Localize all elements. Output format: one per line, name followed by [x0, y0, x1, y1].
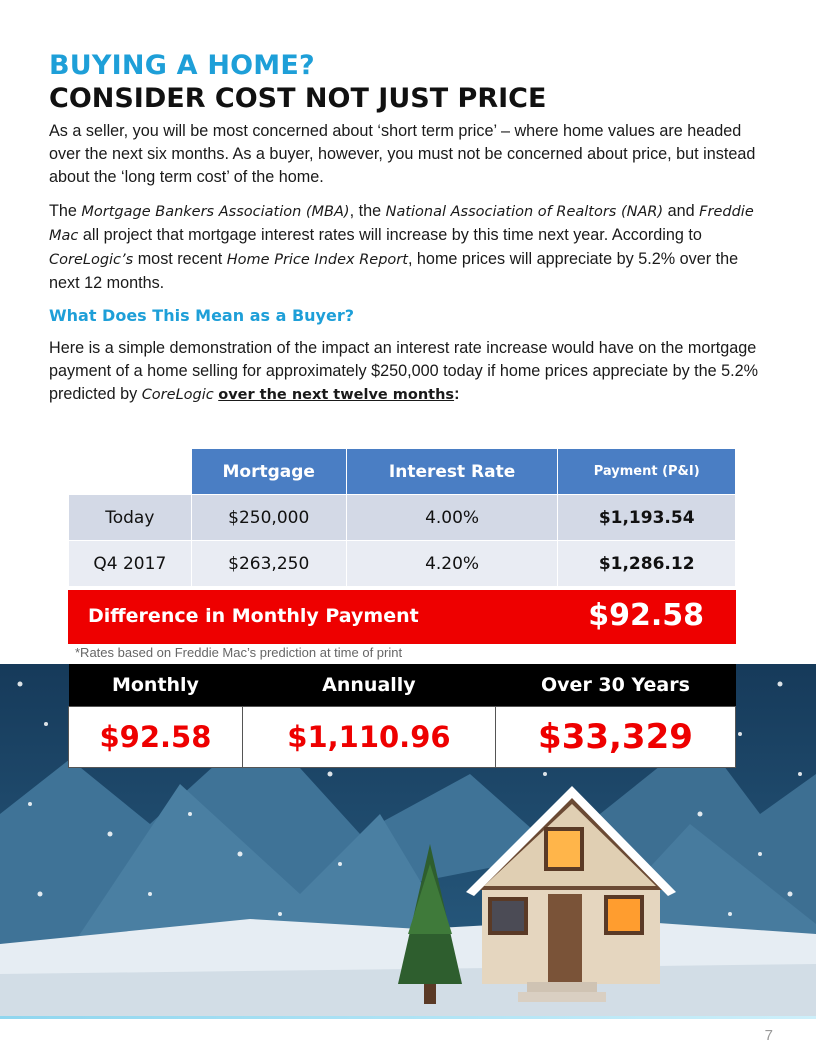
header-annually: Annually — [242, 664, 495, 707]
text: : — [454, 385, 460, 403]
payment-cell: $1,286.12 — [558, 541, 736, 587]
text: The — [49, 202, 82, 220]
corelogic-name: CoreLogic — [141, 387, 214, 403]
text: , home prices will appreciate by 5.2% over the next 12 months. — [49, 250, 739, 292]
article — [49, 50, 769, 418]
header-over-30-years: Over 30 Years — [495, 664, 735, 707]
footer-rule — [0, 1016, 816, 1019]
rate-cell: 4.00% — [346, 495, 558, 541]
annual-value: $1,110.96 — [242, 707, 495, 768]
subheading: What Does This Mean as a Buyer? — [49, 306, 354, 325]
corelogic-name: CoreLogic’s — [49, 252, 134, 268]
mortgage-cell: $250,000 — [191, 495, 346, 541]
text: most recent — [133, 250, 227, 268]
footnote: *Rates based on Freddie Mac’s prediction at time of print — [75, 645, 403, 660]
report-name: Home Price Index Report — [226, 252, 408, 268]
monthly-value: $92.58 — [69, 707, 243, 768]
difference-banner — [68, 590, 736, 644]
row-label: Today — [69, 495, 192, 541]
savings-summary-table — [68, 664, 736, 768]
header-interest-rate: Interest Rate — [346, 449, 558, 495]
paragraph-demonstration — [49, 337, 769, 407]
mortgage-cell: $263,250 — [191, 541, 346, 587]
difference-value: $92.58 — [588, 598, 704, 633]
text: , the — [349, 202, 386, 220]
header-mortgage: Mortgage — [191, 449, 346, 495]
thirty-year-value: $33,329 — [495, 707, 735, 768]
summary-values-row — [69, 707, 736, 768]
rate-comparison-table — [68, 448, 736, 587]
freddie-mac-name: Freddie Mac — [49, 204, 754, 244]
blank-header-cell — [69, 449, 192, 495]
header-payment: Payment (P&I) — [558, 449, 736, 495]
rate-cell: 4.20% — [346, 541, 558, 587]
paragraph-projections — [49, 200, 769, 295]
text: all project that mortgage interest rates will increase by this time next year. According to — [78, 226, 702, 244]
nar-name: National Association of Realtors (NAR) — [385, 204, 664, 220]
payment-cell: $1,193.54 — [558, 495, 736, 541]
underlined-phrase: over the next twelve months — [218, 387, 455, 403]
mba-name: Mortgage Bankers Association (MBA) — [81, 204, 350, 220]
summary-header-row — [69, 664, 736, 707]
title-line-1: BUYING A HOME? — [49, 50, 315, 81]
row-label: Q4 2017 — [69, 541, 192, 587]
header-monthly: Monthly — [69, 664, 243, 707]
table-row — [69, 495, 736, 541]
table-header-row — [69, 449, 736, 495]
page-number: 7 — [764, 1027, 773, 1044]
table-row — [69, 541, 736, 587]
text: Here is a simple demonstration of the impact an interest rate increase would have on the mortgage payment of a home selling for approximately $250,000 today if home prices appreciate by the 5.2% predicted by — [49, 339, 759, 403]
text: and — [663, 202, 700, 220]
paragraph-seller: As a seller, you will be most concerned about ‘short term price’ – where home values are headed over the next six months. As a buyer, however, you must not be concerned about price, but instead about the ‘long term cost’ of the home. — [49, 122, 756, 186]
title-line-2: CONSIDER COST NOT JUST PRICE — [49, 83, 547, 114]
difference-label: Difference in Monthly Payment — [88, 605, 419, 627]
